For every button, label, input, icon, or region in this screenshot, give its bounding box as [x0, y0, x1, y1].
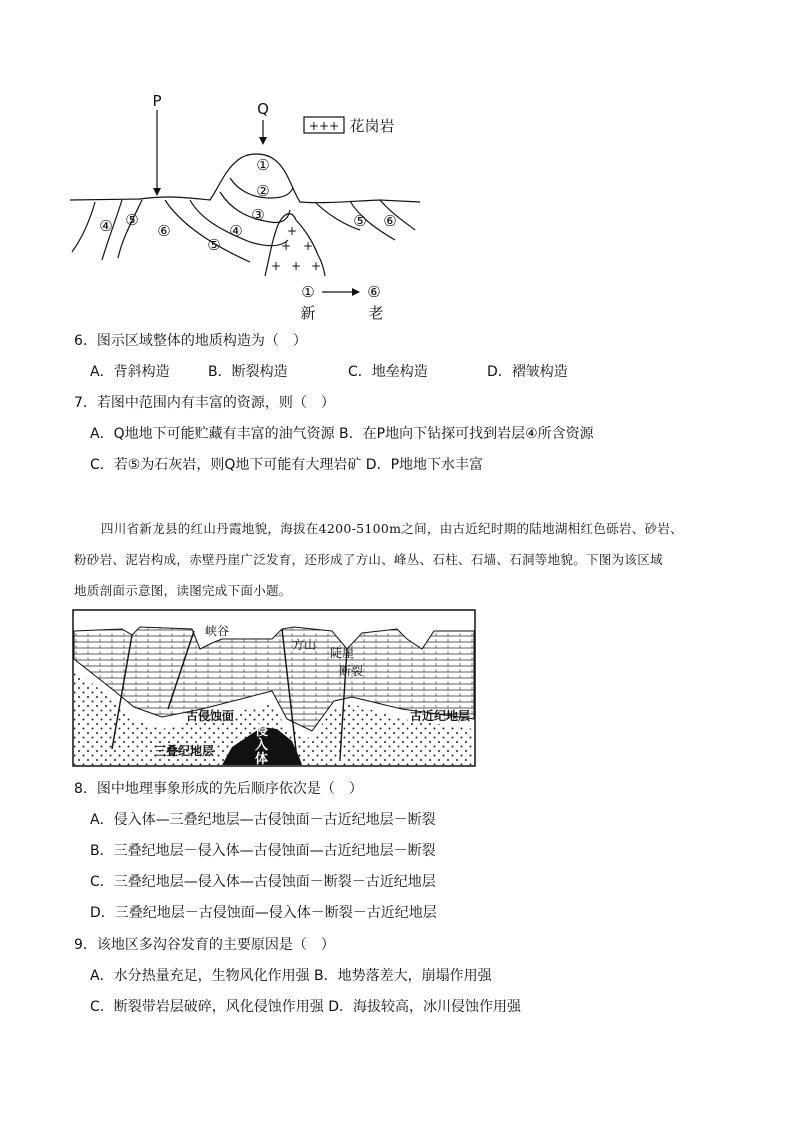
- layer-4-mid: ④: [229, 222, 243, 240]
- svg-text:+: +: [286, 224, 298, 238]
- legend-text: 花岗岩: [349, 117, 395, 135]
- scale-start: ①: [301, 283, 315, 301]
- label-fault: 断裂: [339, 664, 364, 678]
- svg-text:+: +: [310, 259, 322, 273]
- layer-5-right: ⑤: [353, 212, 367, 230]
- svg-text:+: +: [290, 259, 302, 273]
- label-erosion-surface: 古侵蚀面: [186, 709, 235, 723]
- label-canyon: 峡谷: [205, 624, 230, 638]
- q6-option-b[interactable]: B．断裂构造: [208, 364, 288, 380]
- layer-6-right: ⑥: [383, 212, 397, 230]
- legend-symbol: +++: [308, 119, 340, 133]
- q6-option-a[interactable]: A．背斜构造: [90, 364, 170, 380]
- passage-line-3: 地质剖面示意图，读图完成下面小题。: [74, 583, 292, 598]
- label-p: P: [152, 92, 162, 110]
- layer-1: ①: [256, 156, 270, 174]
- scale-old: 老: [368, 304, 384, 322]
- layer-5-left: ⑤: [125, 211, 139, 229]
- q9-options-cd[interactable]: C．断裂带岩层破碎，风化侵蚀作用强 D．海拔较高，冰川侵蚀作用强: [90, 999, 522, 1015]
- label-intrusion: 侵入体: [255, 724, 269, 767]
- label-q: Q: [257, 100, 269, 118]
- label-mesa: 方山: [292, 638, 317, 652]
- q6-stem: 6．图示区域整体的地质构造为（ ）: [74, 333, 307, 349]
- layer-5-mid: ⑤: [207, 236, 221, 254]
- label-triassic: 三叠纪地层: [154, 744, 215, 758]
- q8-option-c[interactable]: C．三叠纪地层—侵入体—古侵蚀面－断裂－古近纪地层: [90, 874, 436, 890]
- q6-option-c[interactable]: C．地垒构造: [348, 364, 428, 380]
- q7-options-cd[interactable]: C．若⑤为石灰岩，则Q地下可能有大理岩矿 D．P地地下水丰富: [90, 457, 484, 473]
- svg-text:+: +: [280, 239, 292, 253]
- label-paleogene: 古近纪地层: [410, 709, 471, 723]
- layer-3: ③: [251, 206, 265, 224]
- layer-6-left: ⑥: [157, 222, 171, 240]
- layer-4-left: ④: [99, 217, 113, 235]
- q8-option-b[interactable]: B．三叠纪地层－侵入体—古侵蚀面—古近纪地层－断裂: [90, 843, 436, 859]
- q7-stem: 7．若图中范围内有丰富的资源，则（ ）: [74, 395, 335, 411]
- scale-end: ⑥: [367, 283, 381, 301]
- passage-line-2: 粉砂岩、泥岩构成，赤壁丹崖广泛发育，还形成了方山、峰丛、石柱、石墙、石洞等地貌。下图为该区域: [74, 552, 663, 567]
- q9-options-ab[interactable]: A．水分热量充足，生物风化作用强 B．地势落差大，崩塌作用强: [90, 968, 492, 984]
- q7-options-ab[interactable]: A．Q地地下可能贮藏有丰富的油气资源 B．在P地向下钻探可找到岩层④所含资源: [90, 426, 594, 442]
- q8-stem: 8．图中地理事象形成的先后顺序依次是（ ）: [74, 781, 363, 797]
- svg-text:+: +: [302, 239, 314, 253]
- danxia-section-figure: [72, 609, 476, 767]
- geologic-section-figure: [60, 90, 430, 330]
- q6-option-d[interactable]: D．褶皱构造: [487, 364, 568, 380]
- q9-stem: 9．该地区多沟谷发育的主要原因是（ ）: [74, 937, 335, 953]
- passage-line-1: 四川省新龙县的红山丹霞地貌，海拔在4200-5100m之间，由古近纪时期的陆地湖相红色砾岩、砂岩、: [101, 521, 683, 536]
- q8-option-a[interactable]: A．侵入体—三叠纪地层—古侵蚀面－古近纪地层－断裂: [90, 812, 436, 828]
- layer-2: ②: [256, 182, 270, 200]
- label-cliff: 陡崖: [330, 646, 355, 660]
- q8-option-d[interactable]: D．三叠纪地层－古侵蚀面—侵入体－断裂－古近纪地层: [90, 905, 437, 921]
- scale-new: 新: [300, 304, 316, 322]
- svg-text:+: +: [270, 259, 282, 273]
